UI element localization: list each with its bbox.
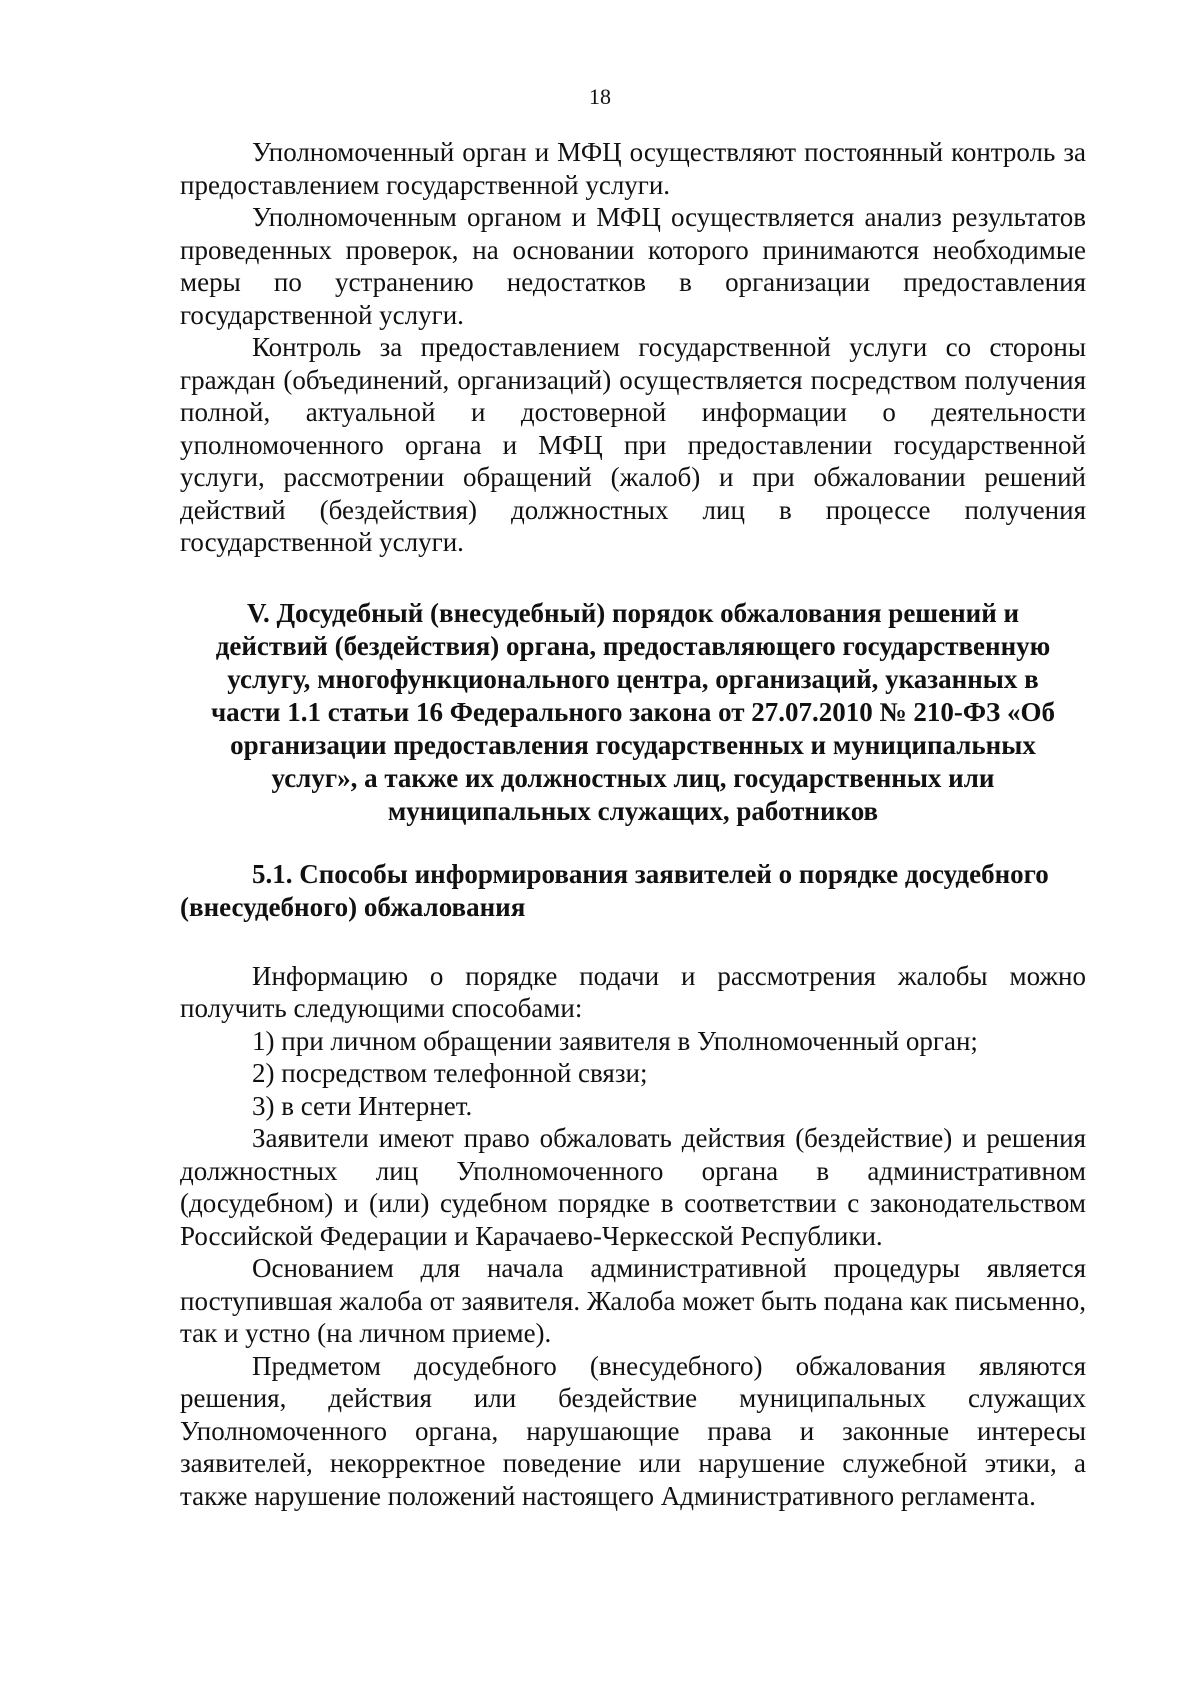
spacer xyxy=(180,924,1086,960)
paragraph-analysis: Уполномоченным органом и МФЦ осуществляется анализ результатов проведенных проверок, на основании которого принимаются необходимые меры по устранению недостатков в организации предоставления государственной услуги. xyxy=(180,202,1086,330)
page-number: 18 xyxy=(589,84,611,109)
paragraph-control: Уполномоченный орган и МФЦ осуществляют постоянный контроль за предоставлением государственной услуги. xyxy=(180,137,1086,200)
paragraph-right-to-appeal: Заявители имеют право обжаловать действия (бездействие) и решения должностных лиц Уполномоченного органа в административном (досудебном) и (или) судебном порядке в соответствии с законодательством Российской Федерации и Карачаево-Черкесской Республики. xyxy=(180,1123,1086,1251)
paragraph-procedure-basis: Основанием для начала административной процедуры является поступившая жалоба от заявителя. Жалоба может быть подана как письменно, так и устно (на личном приеме). xyxy=(180,1253,1086,1348)
paragraph-appeal-subject: Предметом досудебного (внесудебного) обжалования являются решения, действия или бездействие муниципальных служащих Уполномоченного органа, нарушающие права и законные интересы заявителей, некорректное поведение или нарушение служебной этики, а также нарушение положений настоящего Административного регламента. xyxy=(180,1350,1086,1511)
paragraph-citizen-control: Контроль за предоставлением государственной услуги со стороны граждан (объединений, организаций) осуществляется посредством получения полной, актуальной и достоверной информации о деятельности уполномоченного органа и МФЦ при предоставлении государственной услуги, рассмотрении обращений (жалоб) и при обжаловании решений действий (бездействия) должностных лиц в процессе получения государственной услуги. xyxy=(180,332,1086,557)
document-body xyxy=(180,136,1086,1512)
list-item: 1) при личном обращении заявителя в Уполномоченный орган; xyxy=(252,1025,978,1056)
list-item: 3) в сети Интернет. xyxy=(252,1090,473,1121)
subsection-heading: 5.1. Способы информирования заявителей о порядке досудебного (внесудебного) обжалования xyxy=(180,858,1049,922)
list-item: 2) посредством телефонной связи; xyxy=(252,1058,648,1088)
paragraph-info-intro: Информацию о порядке подачи и рассмотрения жалобы можно получить следующими способами: xyxy=(180,960,1086,1023)
section-heading: V. Досудебный (внесудебный) порядок обжалования решений и действий (бездействия) органа, предоставляющего государственную услугу, многофункционального центра, организаций, указанных в части 1.1 статьи 16 Федерального закона от 27.07.2010 № 210-ФЗ «Об организации предоставления государственных и муниципальных услуг», а также их должностных лиц, государственных или муниципальных служащих, работников xyxy=(210,597,1056,826)
